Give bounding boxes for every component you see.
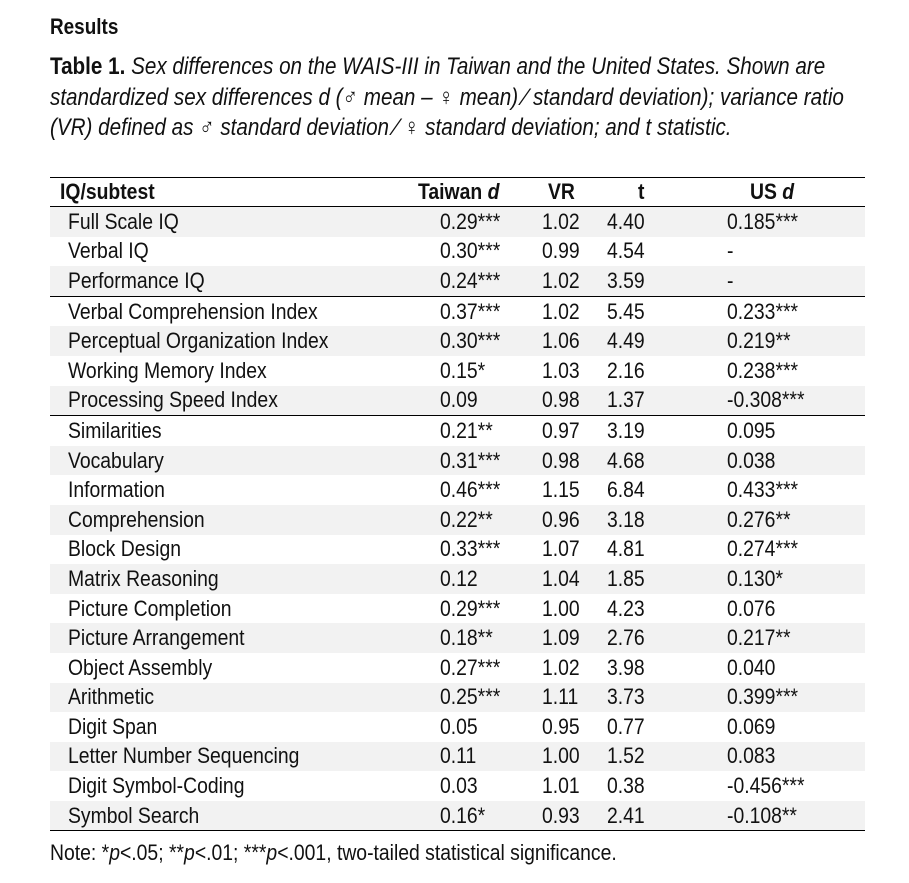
cell-us-d: 0.185*** <box>685 207 865 237</box>
cell-us-d: -0.108** <box>685 801 865 831</box>
row-label: Matrix Reasoning <box>50 564 402 594</box>
table-row <box>50 505 865 535</box>
table-row <box>50 296 865 326</box>
cell-us-d: - <box>685 266 865 296</box>
cell-t: 5.45 <box>599 296 685 326</box>
cell-taiwan-d: 0.21** <box>402 416 527 446</box>
cell-taiwan-d: 0.05 <box>440 713 478 739</box>
cell-t: 3.73 <box>599 683 685 713</box>
table-row <box>50 326 865 356</box>
cell-taiwan-d: 0.11 <box>402 742 527 772</box>
cell-taiwan-d: 0.18** <box>402 623 527 653</box>
header-vr: VR <box>527 178 599 207</box>
row-label: Information <box>68 477 165 503</box>
cell-t: 2.16 <box>607 357 645 383</box>
cell-us-d: 0.130* <box>685 564 865 594</box>
table-row <box>50 712 865 742</box>
cell-t: 4.54 <box>607 238 645 264</box>
cell-taiwan-d: 0.46*** <box>440 477 501 503</box>
cell-taiwan-d: 0.25*** <box>402 683 527 713</box>
cell-taiwan-d: 0.22** <box>402 505 527 535</box>
cell-vr: 1.11 <box>527 683 599 713</box>
header-us-d: US d <box>685 178 865 207</box>
cell-taiwan-d: 0.24*** <box>402 266 527 296</box>
row-label: Letter Number Sequencing <box>50 742 402 772</box>
cell-us-d: - <box>727 238 734 264</box>
row-label: Picture Completion <box>68 595 232 621</box>
cell-vr: 1.06 <box>527 326 599 356</box>
cell-t: 2.76 <box>599 623 685 653</box>
cell-vr: 1.09 <box>527 623 599 653</box>
cell-us-d: 0.399*** <box>685 683 865 713</box>
cell-us-d: 0.433*** <box>727 477 799 503</box>
cell-taiwan-d: 0.12 <box>402 564 527 594</box>
cell-vr: 1.02 <box>527 207 599 237</box>
caption-label: Table 1. <box>50 53 126 80</box>
table-row <box>50 594 865 624</box>
table-row <box>50 446 865 476</box>
row-label: Verbal Comprehension Index <box>50 296 402 326</box>
cell-vr: 0.93 <box>527 801 599 831</box>
cell-us-d: 0.238*** <box>727 357 799 383</box>
cell-t: 0.38 <box>607 773 645 799</box>
cell-vr: 1.03 <box>541 357 580 383</box>
row-label: Arithmetic <box>50 683 402 713</box>
cell-vr: 0.95 <box>541 713 580 739</box>
cell-vr: 0.98 <box>527 446 599 476</box>
cell-taiwan-d: 0.03 <box>440 773 478 799</box>
cell-t: 0.77 <box>607 713 645 739</box>
cell-vr: 1.02 <box>527 266 599 296</box>
cell-us-d: 0.069 <box>727 713 776 739</box>
header-iq-subtest: IQ/subtest <box>50 178 402 207</box>
cell-vr: 1.07 <box>541 536 580 562</box>
table-row <box>50 683 865 713</box>
table-row <box>50 801 865 831</box>
caption-text: Sex differences on the WAIS-III in Taiwan and the United States. Shown are standardized sex differences d (♂ mean – ♀ mean) ⁄ standard deviation); variance ratio (VR) defined as ♂ standard deviation ⁄ ♀ standard deviation; and t statistic. <box>50 53 844 141</box>
table-header-row <box>50 178 865 207</box>
cell-vr: 1.02 <box>527 296 599 326</box>
cell-us-d: 0.274*** <box>727 536 799 562</box>
table-row <box>50 386 865 416</box>
cell-us-d: 0.040 <box>727 654 776 680</box>
table-row <box>50 564 865 594</box>
cell-vr: 1.00 <box>527 742 599 772</box>
cell-t: 4.40 <box>599 207 685 237</box>
section-heading: Results <box>50 14 119 39</box>
cell-us-d: 0.217** <box>685 623 865 653</box>
cell-taiwan-d: 0.29*** <box>440 595 501 621</box>
cell-t: 4.81 <box>607 536 645 562</box>
cell-t: 1.37 <box>599 386 685 416</box>
table-row <box>50 416 865 446</box>
cell-taiwan-d: 0.31*** <box>402 446 527 476</box>
cell-taiwan-d: 0.30*** <box>440 238 501 264</box>
row-label: Similarities <box>50 416 402 446</box>
cell-t: 2.41 <box>599 801 685 831</box>
cell-us-d: -0.456*** <box>727 773 805 799</box>
cell-t: 4.49 <box>599 326 685 356</box>
cell-us-d: 0.038 <box>685 446 865 476</box>
cell-taiwan-d: 0.09 <box>402 386 527 416</box>
table-note: Note: *p<.05; **p<.01; ***p<.001, two-tailed statistical significance. <box>50 840 617 865</box>
cell-vr: 1.01 <box>541 773 580 799</box>
cell-t: 3.19 <box>599 416 685 446</box>
cell-taiwan-d: 0.33*** <box>440 536 501 562</box>
cell-vr: 1.02 <box>541 654 580 680</box>
row-label: Digit Span <box>68 713 158 739</box>
cell-us-d: 0.076 <box>727 595 776 621</box>
cell-taiwan-d: 0.29*** <box>402 207 527 237</box>
cell-t: 1.52 <box>599 742 685 772</box>
cell-t: 1.85 <box>599 564 685 594</box>
header-t: t <box>599 178 685 207</box>
results-table <box>50 177 865 831</box>
cell-vr: 1.15 <box>541 477 580 503</box>
cell-us-d: 0.095 <box>685 416 865 446</box>
row-label: Object Assembly <box>68 654 213 680</box>
cell-t: 6.84 <box>607 477 645 503</box>
table-row <box>50 356 865 386</box>
cell-vr: 0.98 <box>527 386 599 416</box>
table-caption <box>50 52 858 144</box>
row-label: Vocabulary <box>50 446 402 476</box>
table-row <box>50 653 865 683</box>
cell-t: 3.59 <box>599 266 685 296</box>
table-row <box>50 623 865 653</box>
row-label: Block Design <box>68 536 181 562</box>
row-label: Picture Arrangement <box>50 623 402 653</box>
cell-us-d: 0.233*** <box>685 296 865 326</box>
header-taiwan-d: Taiwan d <box>402 178 527 207</box>
row-label: Working Memory Index <box>68 357 267 383</box>
row-label: Verbal IQ <box>68 238 149 264</box>
cell-taiwan-d: 0.15* <box>440 357 486 383</box>
cell-us-d: 0.219** <box>685 326 865 356</box>
cell-us-d: 0.276** <box>685 505 865 535</box>
row-label: Processing Speed Index <box>50 386 402 416</box>
cell-vr: 1.04 <box>527 564 599 594</box>
table-row <box>50 771 865 801</box>
cell-vr: 0.97 <box>527 416 599 446</box>
table-body <box>50 207 865 831</box>
cell-taiwan-d: 0.37*** <box>402 296 527 326</box>
row-label: Digit Symbol-Coding <box>68 773 245 799</box>
row-label: Full Scale IQ <box>50 207 402 237</box>
cell-taiwan-d: 0.30*** <box>402 326 527 356</box>
table-row <box>50 742 865 772</box>
cell-t: 4.68 <box>599 446 685 476</box>
table-row <box>50 237 865 267</box>
cell-vr: 0.99 <box>541 238 580 264</box>
cell-t: 4.23 <box>607 595 645 621</box>
row-label: Symbol Search <box>50 801 402 831</box>
cell-us-d: 0.083 <box>685 742 865 772</box>
cell-t: 3.18 <box>599 505 685 535</box>
cell-vr: 0.96 <box>527 505 599 535</box>
cell-vr: 1.00 <box>541 595 580 621</box>
cell-taiwan-d: 0.16* <box>402 801 527 831</box>
table-row <box>50 475 865 505</box>
cell-us-d: -0.308*** <box>685 386 865 416</box>
row-label: Perceptual Organization Index <box>50 326 402 356</box>
row-label: Performance IQ <box>50 266 402 296</box>
table-row <box>50 535 865 565</box>
table-row <box>50 207 865 237</box>
table-row <box>50 266 865 296</box>
row-label: Comprehension <box>50 505 402 535</box>
cell-t: 3.98 <box>607 654 645 680</box>
cell-taiwan-d: 0.27*** <box>440 654 501 680</box>
